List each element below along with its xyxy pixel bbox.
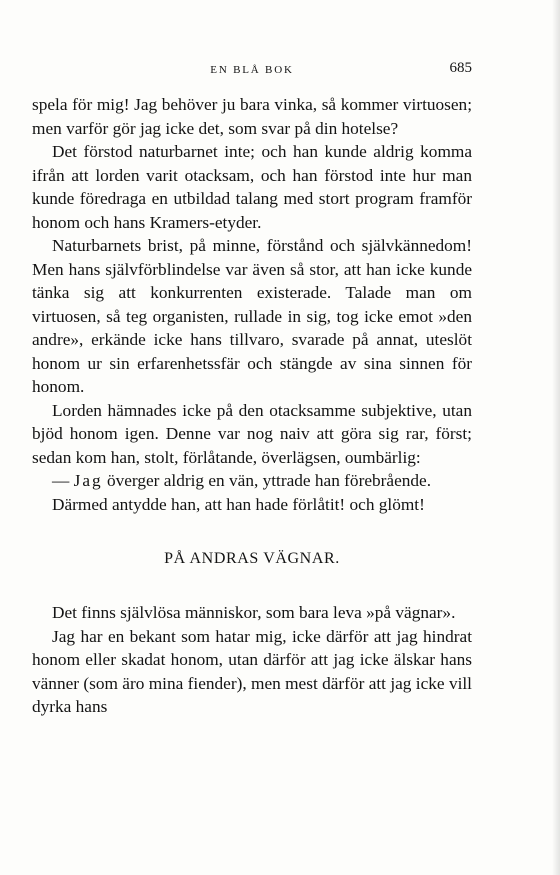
text-block [32,93,472,719]
paragraph-7: Det finns självlösa människor, som bara leva »på vägnar». [52,603,456,622]
dialogue-dash: — [52,471,74,490]
spaced-word: Jag [73,471,103,490]
paragraph-5-rest: överger aldrig en vän, yttrade han förebrående. [102,471,432,490]
page-header [32,60,472,80]
paragraph-3: Naturbarnets brist, på minne, förstånd och självkännedom! Men hans självförblindelse var även så stor, att han icke kunde tänka sig att konkurrenten existerade. Talade man om virtuosen, så teg organisten, rullade in sig, tog icke emot »den andre», erkände icke hans tillvaro, svarade på annat, uteslöt honom ur sin erfarenhetssfär och stängde av sina sinnen för honom. [32,236,472,396]
paragraph-5 [32,469,472,493]
paragraph-6: Därmed antydde han, att han hade förlåtit! och glömt! [52,494,425,514]
section-heading: PÅ ANDRAS VÄGNAR. [164,550,340,567]
paragraph-8: Jag har en bekant som hatar mig, icke därför att jag hindrat honom eller skadat honom, utan därför att jag icke älskar hans vänner (som äro mina fiender), men mest därför att jag icke vill dyrka hans [32,626,472,716]
paragraph-2: Det förstod naturbarnet inte; och han kunde aldrig komma ifrån att lorden varit otacksam, och han förstod inte hur man kunde föredraga en utbildad talang med stort program framför honom och hans Kramers-etyder. [32,142,472,232]
paragraph-4: Lorden hämnades icke på den otacksamme subjektive, utan bjöd honom igen. Denne var nog naiv att göra sig rar, först; sedan kom han, stolt, förlåtande, överlägsen, oumbärlig: [32,400,472,467]
page-edge-shadow [552,0,560,875]
paragraph-1: spela för mig! Jag behöver ju bara vinka, så kommer virtuosen; men varför gör jag icke det, som svar på din hotelse? [32,95,472,138]
running-head: EN BLÅ BOK [210,64,294,76]
page-number: 685 [449,60,472,76]
